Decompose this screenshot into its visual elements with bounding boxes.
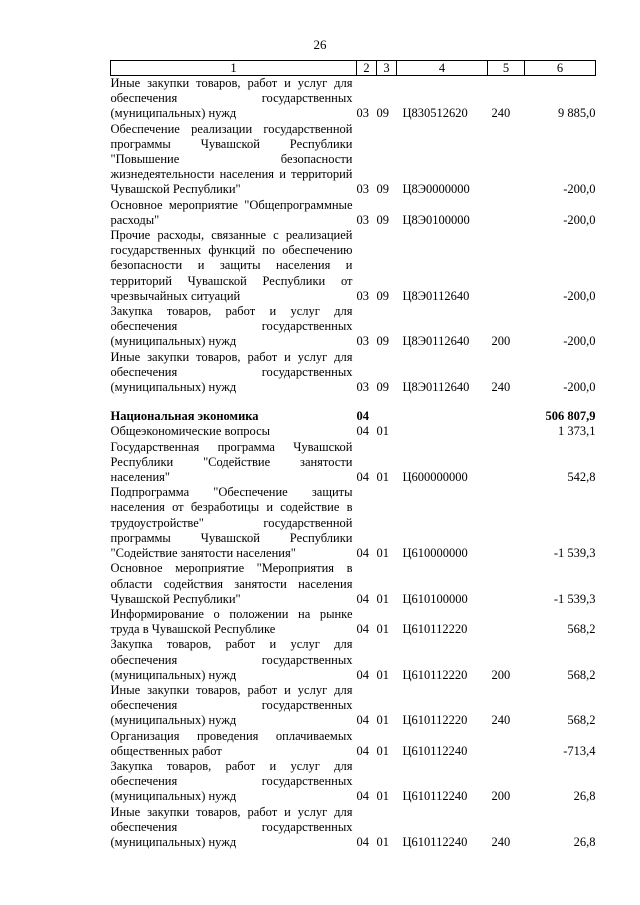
row-name: Закупка товаров, работ и услуг для обеспечения государственных (муниципальных) нужд — [110, 304, 353, 349]
table-row — [111, 485, 596, 561]
subsection-code: 09 — [376, 334, 389, 349]
row-name: Иные закупки товаров, работ и услуг для обеспечения государственных (муниципальных) нужд — [110, 682, 353, 728]
section-code: 04 — [356, 424, 369, 439]
subsection-code: 01 — [376, 591, 389, 606]
amount-value: -200,0 — [563, 288, 596, 303]
section-code: 03 — [356, 380, 369, 395]
col-header-target-code: 4 — [397, 61, 488, 76]
target-article-code: Ц610112220 — [402, 713, 468, 728]
subsection-code — [377, 395, 397, 424]
section-code: 04 — [356, 667, 369, 682]
expense-type-code — [488, 424, 525, 439]
section-code: 04 — [356, 622, 369, 637]
table-row — [111, 304, 596, 350]
section-code: 04 — [356, 789, 369, 804]
expense-type-code: 240 — [491, 106, 511, 121]
target-article-code — [397, 395, 488, 424]
target-article-code: Ц600000000 — [402, 470, 468, 485]
section-code: 04 — [356, 470, 369, 485]
expense-type-code: 200 — [491, 789, 511, 804]
target-article-code — [397, 424, 488, 439]
table-row — [111, 424, 596, 439]
amount-value: -200,0 — [563, 182, 596, 197]
subsection-code: 01 — [376, 622, 389, 637]
row-name: Организация проведения оплачиваемых общественных работ — [110, 728, 353, 758]
table-row — [111, 729, 596, 759]
table-row — [111, 350, 596, 396]
amount-value: 506 807,9 — [545, 409, 596, 424]
amount-value: 568,2 — [567, 667, 596, 682]
section-code: 03 — [356, 106, 369, 121]
row-name: Закупка товаров, работ и услуг для обеспечения государственных (муниципальных) нужд — [110, 637, 353, 682]
subsection-code: 09 — [376, 288, 389, 303]
target-article-code: Ц610112220 — [402, 667, 468, 682]
section-code: 03 — [356, 334, 369, 349]
col-header-name: 1 — [111, 61, 357, 76]
subsection-code: 09 — [376, 212, 389, 227]
subsection-code: 01 — [376, 789, 389, 804]
target-article-code: Ц610112220 — [402, 622, 468, 637]
amount-value: -1 539,3 — [553, 546, 596, 561]
amount-value: 568,2 — [567, 713, 596, 728]
subsection-code: 01 — [376, 470, 389, 485]
target-article-code: Ц610100000 — [402, 591, 468, 606]
target-article-code: Ц8Э0112640 — [402, 334, 470, 349]
row-name: Общеэкономические вопросы — [110, 424, 271, 439]
subsection-code: 09 — [376, 182, 389, 197]
row-name: Обеспечение реализации государственной программы Чувашской Республики "Повышение безопасности жизнедеятельности населения и территорий Чувашской Республики" — [110, 121, 353, 197]
table-row — [111, 637, 596, 683]
row-name: Закупка товаров, работ и услуг для обеспечения государственных (муниципальных) нужд — [110, 758, 353, 804]
col-header-expense-type: 5 — [488, 61, 525, 76]
budget-table — [110, 60, 596, 850]
col-header-section: 2 — [357, 61, 377, 76]
section-code: 03 — [356, 288, 369, 303]
section-code: 04 — [356, 546, 369, 561]
row-name: Иные закупки товаров, работ и услуг для обеспечения государственных (муниципальных) нужд — [110, 349, 353, 395]
expense-type-code: 240 — [491, 713, 511, 728]
table-row — [111, 198, 596, 228]
amount-value: -200,0 — [563, 212, 596, 227]
target-article-code: Ц610112240 — [402, 834, 468, 849]
column-number-header — [111, 61, 596, 76]
row-name: Подпрограмма "Обеспечение защиты населения от безработицы и содействие в трудоустройстве" государственной программы Чувашской Республики "Содействие занятости населения" — [110, 485, 353, 561]
amount-value: 568,2 — [567, 622, 596, 637]
target-article-code: Ц8Э0000000 — [402, 182, 470, 197]
expense-type-code: 240 — [491, 380, 511, 395]
section-code: 04 — [356, 713, 369, 728]
table-row — [111, 683, 596, 729]
expense-type-code: 200 — [491, 667, 511, 682]
expense-type-code — [488, 198, 525, 228]
expense-type-code — [488, 395, 525, 424]
section-code: 04 — [356, 834, 369, 849]
subsection-code: 01 — [376, 667, 389, 682]
col-header-subsection: 3 — [377, 61, 397, 76]
row-name: Основное мероприятие "Общепрограммные расходы" — [110, 197, 353, 227]
table-row — [111, 805, 596, 851]
target-article-code: Ц8Э0112640 — [402, 288, 470, 303]
expense-type-code — [488, 561, 525, 607]
section-code: 04 — [356, 743, 369, 758]
target-article-code: Ц8Э0112640 — [402, 380, 470, 395]
table-row — [111, 607, 596, 637]
section-code: 03 — [356, 182, 369, 197]
table-row — [111, 122, 596, 198]
expense-type-code: 240 — [491, 834, 511, 849]
expense-type-code — [488, 729, 525, 759]
row-name: Иные закупки товаров, работ и услуг для обеспечения государственных (муниципальных) нужд — [110, 76, 353, 121]
row-name: Национальная экономика — [110, 409, 259, 424]
subsection-code: 01 — [376, 424, 389, 439]
table-row — [111, 76, 596, 122]
expense-type-code — [488, 440, 525, 486]
section-code: 03 — [356, 212, 369, 227]
table-row — [111, 759, 596, 805]
amount-value: 542,8 — [567, 470, 596, 485]
row-name: Иные закупки товаров, работ и услуг для обеспечения государственных (муниципальных) нужд — [110, 804, 353, 849]
table-row — [111, 561, 596, 607]
amount-value: 26,8 — [573, 789, 596, 804]
expense-type-code — [488, 607, 525, 637]
expense-type-code: 200 — [491, 334, 511, 349]
row-name: Государственная программа Чувашской Республики "Содействие занятости населения" — [110, 439, 353, 485]
table-row — [111, 228, 596, 304]
row-name: Информирование о положении на рынке труда в Чувашской Республике — [110, 606, 353, 637]
table-row — [111, 395, 596, 424]
section-code: 04 — [356, 409, 369, 424]
target-article-code: Ц610112240 — [402, 789, 468, 804]
subsection-code: 01 — [376, 713, 389, 728]
subsection-code: 01 — [376, 834, 389, 849]
amount-value: 1 373,1 — [558, 424, 596, 439]
subsection-code: 09 — [376, 106, 389, 121]
col-header-amount: 6 — [525, 61, 596, 76]
expense-type-code — [488, 122, 525, 198]
row-name: Прочие расходы, связанные с реализацией государственных функций по обеспечению безопасности и защиты населения и территорий Чувашской Республики от чрезвычайных ситуаций — [110, 228, 353, 303]
subsection-code: 01 — [376, 743, 389, 758]
amount-value: -713,4 — [563, 743, 596, 758]
target-article-code: Ц610000000 — [402, 546, 468, 561]
target-article-code: Ц8Э0100000 — [402, 212, 470, 227]
amount-value: 26,8 — [573, 834, 596, 849]
target-article-code: Ц830512620 — [402, 106, 468, 121]
expense-type-code — [488, 485, 525, 561]
amount-value: -200,0 — [563, 334, 596, 349]
target-article-code: Ц610112240 — [402, 743, 468, 758]
subsection-code: 09 — [376, 380, 389, 395]
amount-value: -200,0 — [563, 380, 596, 395]
row-name: Основное мероприятие "Мероприятия в области содействия занятости населения Чувашской Республики" — [110, 561, 353, 606]
amount-value: 9 885,0 — [558, 106, 596, 121]
table-row — [111, 440, 596, 486]
section-code: 04 — [356, 591, 369, 606]
table-body — [111, 76, 596, 851]
amount-value: -1 539,3 — [553, 591, 596, 606]
subsection-code: 01 — [376, 546, 389, 561]
expense-type-code — [488, 228, 525, 304]
page-number: 26 — [313, 37, 327, 52]
